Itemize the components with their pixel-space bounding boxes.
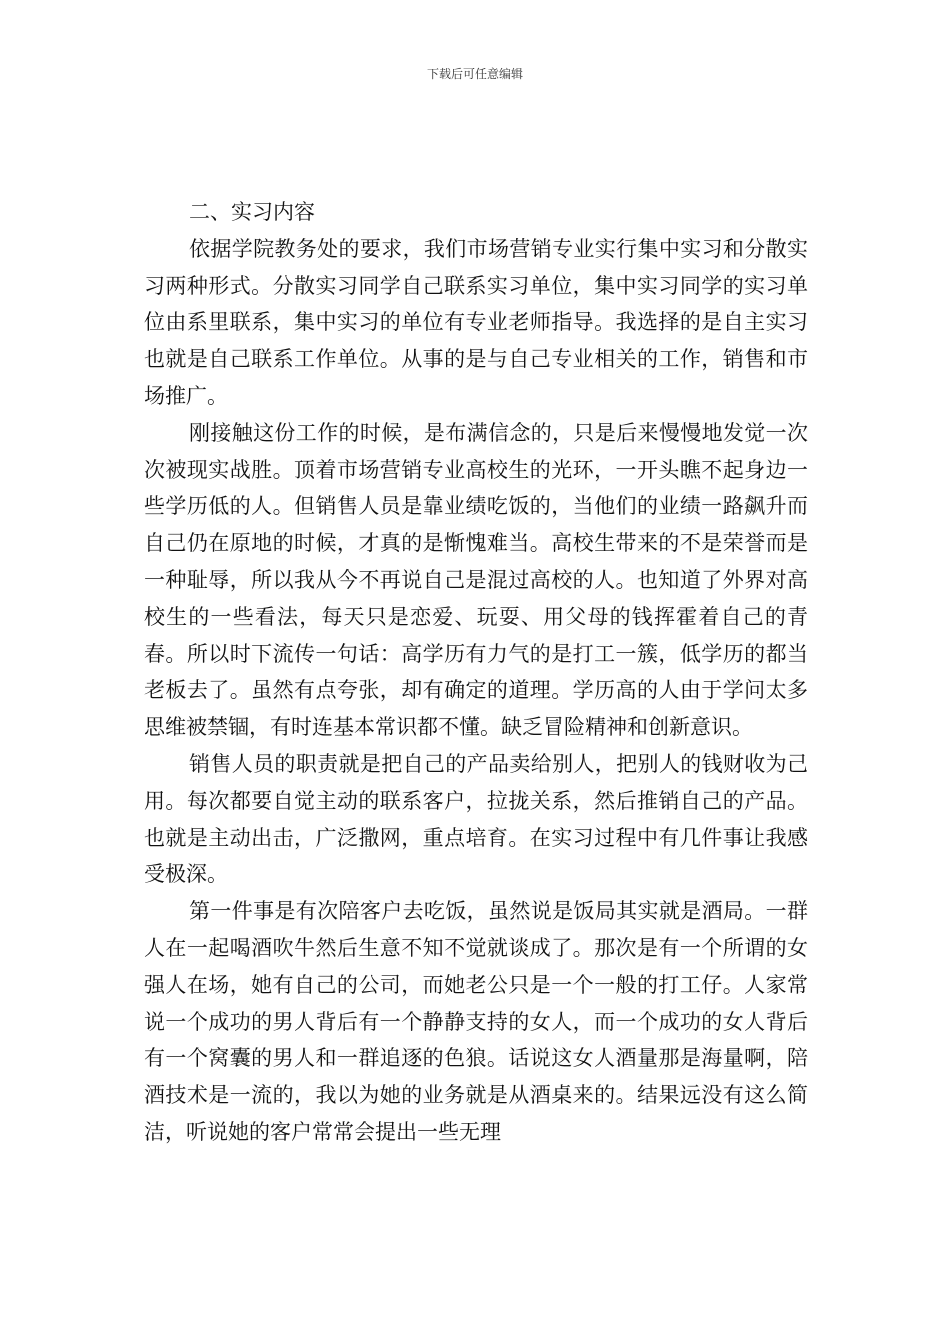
- section-heading: 二、实习内容: [189, 200, 315, 224]
- paragraph-sales-duties: 销售人员的职责就是把自己的产品卖给别人，把别人的钱财收为己用。每次都要自觉主动的联系客户，拉拢关系，然后推销自己的产品。也就是主动出击，广泛撒网，重点培育。在实习过程中有几件事让我感受极深。: [144, 751, 808, 887]
- paragraph-internship-form: 依据学院教务处的要求，我们市场营销专业实行集中实习和分散实习两种形式。分散实习同学自己联系实习单位，集中实习同学的实习单位由系里联系，集中实习的单位有专业老师指导。我选择的是自主实习也就是自己联系工作单位。从事的是与自己专业相关的工作，销售和市场推广。: [144, 236, 808, 408]
- paragraph-first-impressions: 刚接触这份工作的时候，是布满信念的，只是后来慢慢地发觉一次次被现实战胜。顶着市场营销专业高校生的光环，一开头瞧不起身边一些学历低的人。但销售人员是靠业绩吃饭的，当他们的业绩一路飙升而自己仍在原地的时候，才真的是惭愧难当。高校生带来的不是荣誉而是一种耻辱，所以我从今不再说自己是混过高校的人。也知道了外界对高校生的一些看法，每天只是恋爱、玩耍、用父母的钱挥霍着自己的青春。所以时下流传一句话：高学历有力气的是打工一簇，低学历的都当老板去了。虽然有点夸张，却有确定的道理。学历高的人由于学问太多思维被禁锢，有时连基本常识都不懂。缺乏冒险精神和创新意识。: [144, 420, 808, 740]
- document-body: [144, 194, 808, 1151]
- page-header-note: 下载后可任意编辑: [426, 67, 523, 81]
- paragraph-first-event: 第一件事是有次陪客户去吃饭，虽然说是饭局其实就是酒局。一群人在一起喝酒吹牛然后生意不知不觉就谈成了。那次是有一个所谓的女强人在场，她有自己的公司，而她老公只是一个一般的打工仔。人家常说一个成功的男人背后有一个静静支持的女人，而一个成功的女人背后有一个窝囊的男人和一群追逐的色狼。话说这女人酒量那是海量啊，陪酒技术是一流的，我以为她的业务就是从酒桌来的。结果远没有这么简洁，听说她的客户常常会提出一些无理: [144, 899, 808, 1144]
